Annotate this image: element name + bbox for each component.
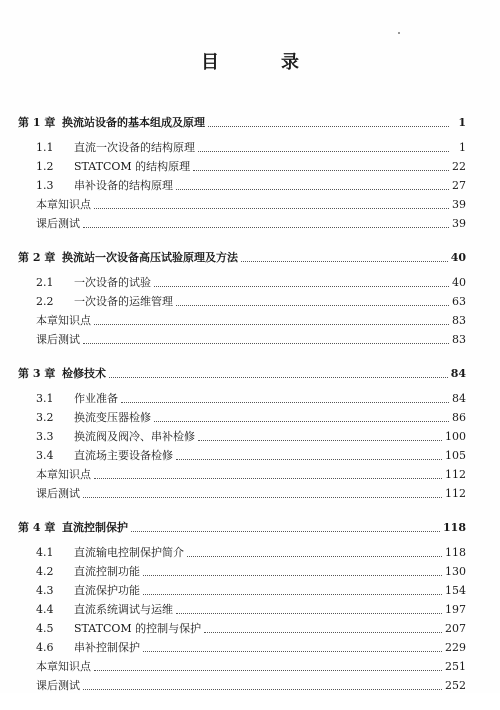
page-number: 154 bbox=[445, 584, 466, 597]
toc-entry[interactable] bbox=[18, 176, 466, 195]
page-number: 22 bbox=[452, 160, 466, 173]
dot-leader bbox=[154, 286, 449, 287]
chapter-2 bbox=[18, 248, 466, 349]
page-number: 1 bbox=[459, 141, 466, 154]
chapter-heading[interactable] bbox=[18, 113, 466, 132]
entry-title: 课后测试 bbox=[36, 217, 80, 230]
section-title: 直流场主要设备检修 bbox=[74, 449, 173, 462]
toc-entry[interactable] bbox=[18, 157, 466, 176]
toc-entry[interactable] bbox=[18, 408, 466, 427]
dot-leader bbox=[193, 170, 449, 171]
entry-title: 本章知识点 bbox=[36, 468, 91, 481]
chapter-heading[interactable] bbox=[18, 248, 466, 267]
toc-entry[interactable] bbox=[18, 292, 466, 311]
section-title: 直流输电控制保护简介 bbox=[74, 546, 184, 559]
section-title: 换流阀及阀冷、串补检修 bbox=[74, 430, 195, 443]
entry-title: 本章知识点 bbox=[36, 198, 91, 211]
section-number: 4.3 bbox=[36, 584, 54, 597]
section-number: 3.1 bbox=[36, 392, 54, 405]
dot-leader bbox=[208, 126, 449, 127]
toc-entry-knowledge-points[interactable] bbox=[18, 465, 466, 484]
entry-title: 课后测试 bbox=[36, 333, 80, 346]
dot-leader bbox=[131, 531, 440, 532]
toc-entry-knowledge-points[interactable] bbox=[18, 657, 466, 676]
page-number: 39 bbox=[452, 198, 466, 211]
section-title: 直流系统调试与运维 bbox=[74, 603, 173, 616]
page-number: 1 bbox=[458, 116, 466, 129]
page-number: 207 bbox=[445, 622, 466, 635]
page-number: 40 bbox=[452, 276, 466, 289]
section-number: 4.1 bbox=[36, 546, 54, 559]
section-number: 4.2 bbox=[36, 565, 54, 578]
toc-entry[interactable] bbox=[18, 273, 466, 292]
page-number: 83 bbox=[452, 314, 466, 327]
page-number: 251 bbox=[445, 660, 466, 673]
dot-leader bbox=[83, 689, 442, 690]
dot-leader bbox=[204, 632, 442, 633]
dot-leader bbox=[143, 651, 442, 652]
page-number: 83 bbox=[452, 333, 466, 346]
toc-entry[interactable] bbox=[18, 138, 466, 157]
page-number: 197 bbox=[445, 603, 466, 616]
toc-entry[interactable] bbox=[18, 427, 466, 446]
section-title: 换流变压器检修 bbox=[74, 411, 151, 424]
dot-leader bbox=[154, 421, 449, 422]
toc-entry-knowledge-points[interactable] bbox=[18, 311, 466, 330]
page-number: 27 bbox=[452, 179, 466, 192]
dot-leader bbox=[176, 613, 442, 614]
page-number: 105 bbox=[445, 449, 466, 462]
dot-leader bbox=[143, 575, 442, 576]
chapter-title: 换流站设备的基本组成及原理 bbox=[62, 116, 205, 129]
toc-entry-quiz[interactable] bbox=[18, 330, 466, 349]
section-title: 直流保护功能 bbox=[74, 584, 140, 597]
entry-title: 课后测试 bbox=[36, 487, 80, 500]
dot-leader bbox=[241, 261, 448, 262]
chapter-number: 第 3 章 bbox=[18, 367, 56, 380]
dot-leader bbox=[94, 208, 449, 209]
toc-entry[interactable] bbox=[18, 389, 466, 408]
toc-entry-quiz[interactable] bbox=[18, 484, 466, 503]
dot-leader bbox=[176, 459, 442, 460]
entry-title: 本章知识点 bbox=[36, 660, 91, 673]
section-number: 3.3 bbox=[36, 430, 54, 443]
chapter-title: 检修技术 bbox=[62, 367, 106, 380]
dot-leader bbox=[94, 670, 442, 671]
entry-title: 课后测试 bbox=[36, 679, 80, 692]
section-number: 3.2 bbox=[36, 411, 54, 424]
page-number: 112 bbox=[445, 468, 466, 481]
chapter-number: 第 2 章 bbox=[18, 251, 56, 264]
dot-leader bbox=[198, 440, 442, 441]
section-title: STATCOM 的结构原理 bbox=[74, 160, 191, 173]
toc-entry[interactable] bbox=[18, 543, 466, 562]
dot-leader bbox=[94, 324, 449, 325]
dot-leader bbox=[94, 478, 442, 479]
chapter-4 bbox=[18, 518, 466, 695]
section-title: 一次设备的试验 bbox=[74, 276, 151, 289]
section-number: 2.1 bbox=[36, 276, 54, 289]
toc-entry-knowledge-points[interactable] bbox=[18, 195, 466, 214]
section-number: 1.3 bbox=[36, 179, 54, 192]
section-title: 串补设备的结构原理 bbox=[74, 179, 173, 192]
chapter-1 bbox=[18, 113, 466, 233]
toc-entry[interactable] bbox=[18, 581, 466, 600]
page-number: 118 bbox=[443, 521, 466, 534]
page-number: 118 bbox=[445, 546, 466, 559]
page-number: 84 bbox=[450, 367, 466, 380]
scan-speck bbox=[398, 32, 400, 34]
entry-title: 本章知识点 bbox=[36, 314, 91, 327]
page-number: 130 bbox=[445, 565, 466, 578]
section-title: 一次设备的运维管理 bbox=[74, 295, 173, 308]
dot-leader bbox=[109, 377, 448, 378]
section-number: 3.4 bbox=[36, 449, 54, 462]
dot-leader bbox=[83, 497, 442, 498]
chapter-number: 第 4 章 bbox=[18, 521, 56, 534]
section-number: 2.2 bbox=[36, 295, 54, 308]
page-title: 目 录 bbox=[201, 52, 321, 73]
section-title: 直流一次设备的结构原理 bbox=[74, 141, 195, 154]
section-number: 4.4 bbox=[36, 603, 54, 616]
chapter-title: 换流站一次设备高压试验原理及方法 bbox=[62, 251, 238, 264]
page-number: 229 bbox=[445, 641, 466, 654]
page-number: 86 bbox=[452, 411, 466, 424]
dot-leader bbox=[83, 227, 449, 228]
chapter-3 bbox=[18, 364, 466, 503]
page-number: 252 bbox=[445, 679, 466, 692]
dot-leader bbox=[187, 556, 442, 557]
section-number: 4.6 bbox=[36, 641, 54, 654]
chapter-heading[interactable] bbox=[18, 364, 466, 383]
section-title: STATCOM 的控制与保护 bbox=[74, 622, 202, 635]
toc-entry[interactable] bbox=[18, 638, 466, 657]
dot-leader bbox=[198, 151, 449, 152]
section-number: 1.2 bbox=[36, 160, 54, 173]
page-number: 63 bbox=[452, 295, 466, 308]
table-of-contents bbox=[18, 113, 466, 710]
section-title: 串补控制保护 bbox=[74, 641, 140, 654]
toc-entry-quiz[interactable] bbox=[18, 676, 466, 695]
chapter-heading[interactable] bbox=[18, 518, 466, 537]
page-number: 39 bbox=[452, 217, 466, 230]
chapter-title: 直流控制保护 bbox=[62, 521, 128, 534]
toc-entry[interactable] bbox=[18, 562, 466, 581]
section-number: 4.5 bbox=[36, 622, 54, 635]
section-title: 作业准备 bbox=[74, 392, 118, 405]
toc-entry-quiz[interactable] bbox=[18, 214, 466, 233]
section-number: 1.1 bbox=[36, 141, 54, 154]
dot-leader bbox=[121, 402, 449, 403]
chapter-number: 第 1 章 bbox=[18, 116, 56, 129]
dot-leader bbox=[176, 189, 449, 190]
page-number: 84 bbox=[452, 392, 466, 405]
dot-leader bbox=[176, 305, 449, 306]
section-title: 直流控制功能 bbox=[74, 565, 140, 578]
dot-leader bbox=[83, 343, 449, 344]
toc-entry[interactable] bbox=[18, 619, 466, 638]
dot-leader bbox=[143, 594, 442, 595]
toc-entry[interactable] bbox=[18, 600, 466, 619]
page-number: 40 bbox=[450, 251, 466, 264]
page-number: 112 bbox=[445, 487, 466, 500]
toc-entry[interactable] bbox=[18, 446, 466, 465]
page-number: 100 bbox=[445, 430, 466, 443]
